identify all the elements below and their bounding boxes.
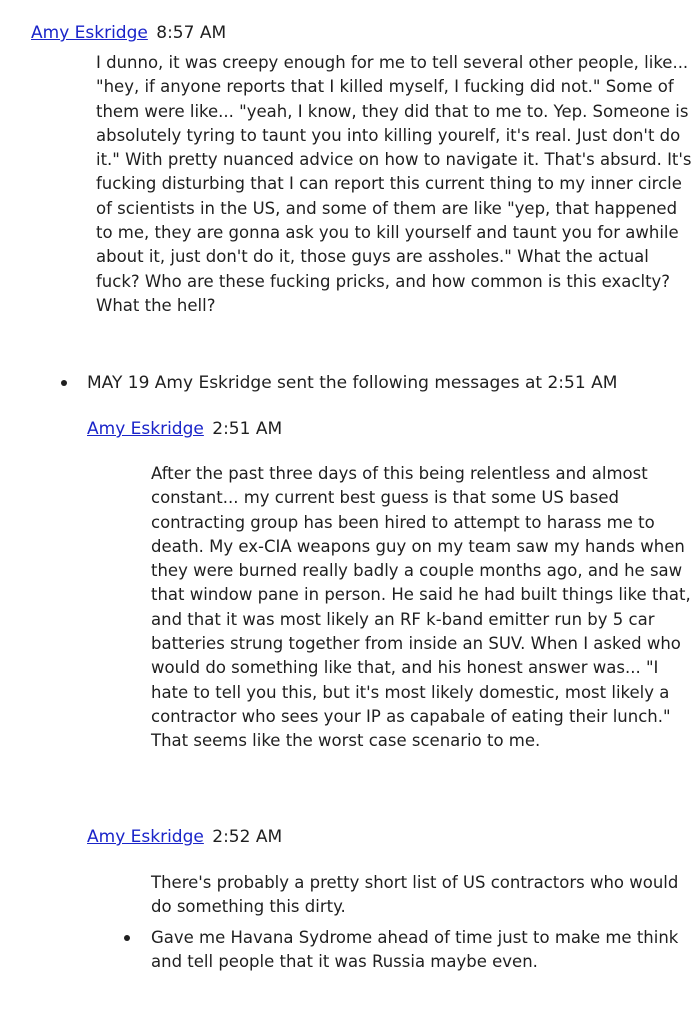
list-bullet [61,380,67,386]
message-text: I dunno, it was creepy enough for me to tell several other people, like... "hey, if anyone reports that I killed myself, I fucking did not." Some of them were like... "yeah, I know, they did that to me to. Yep. Someone is absolutely tyring to taunt you into killing yourelf, it's real. Just don't do it." With pretty nuanced advice on how to navigate it. That's absurd. It's fucking disturbing that I can report this current thing to my inner circle of scientists in the US, and some of them are like "yep, that happened to me, they are gonna ask you to kill yourself and taunt you for awhile about it, just don't do it, those guys are assholes." What the actual fuck? Who are these fucking pricks, and how common is this exaclty? What the hell? [96,53,692,315]
bullet-item-text: Gave me Havana Sydrome ahead of time just to make me think and tell people that it was Russia maybe even. [151,928,679,972]
author-link[interactable]: Amy Eskridge [87,419,204,439]
message-time: 2:51 AM [212,419,283,439]
author-link[interactable]: Amy Eskridge [31,23,148,43]
message-header [87,826,282,848]
author-link[interactable]: Amy Eskridge [87,827,204,847]
list-bullet [124,935,130,941]
message-time: 2:52 AM [212,827,283,847]
message-text: After the past three days of this being relentless and almost constant... my current best guess is that some US based contracting group has been hired to attempt to harass me to death. My ex-CIA weapons guy on my team saw my hands when they were burned really badly a couple months ago, and he saw that window pane in person. He said he had built things like that, and that it was most likely an RF k-band emitter run by 5 car batteries strung together from inside an SUV. When I asked who would do something like that, and his honest answer was... "I hate to tell you this, but it's most likely domestic, most likely a contractor who sees your IP as capabale of eating their lunch." That seems like the worst case scenario to me. [151,464,691,751]
message-text: There's probably a pretty short list of US contractors who would do something this dirty. [151,873,679,917]
message-time: 8:57 AM [156,23,227,43]
message-header [87,418,282,440]
day-group-heading: MAY 19 Amy Eskridge sent the following messages at 2:51 AM [87,373,618,393]
message-header [31,22,226,44]
